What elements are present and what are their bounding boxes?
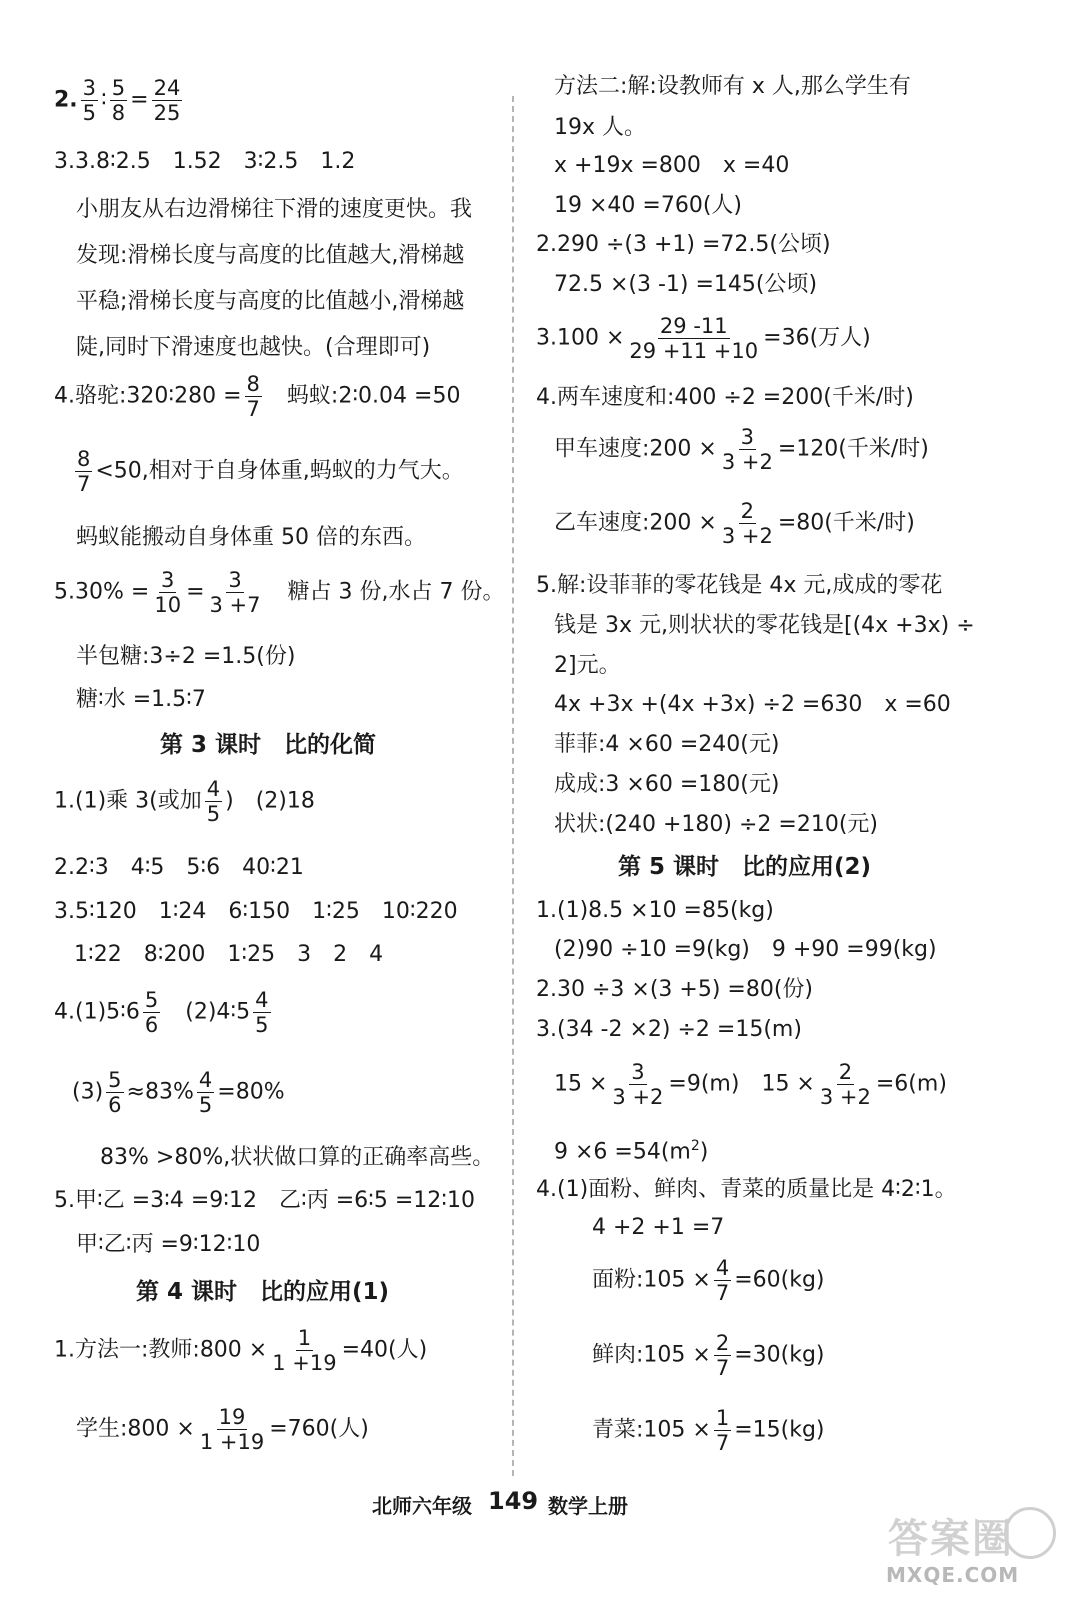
answer-line: 72.5 ×(3 -1) =145(公顷): [554, 272, 818, 297]
answer-line: 5.解:设菲菲的零花钱是 4x 元,成成的零花: [536, 573, 943, 598]
answer-line: $9 \times 6 =54(m^2)$: [554, 1138, 709, 1165]
answer-line: 状状:(240 +180) ÷2 =210(元): [554, 812, 878, 837]
answer-line: 4 +2 +1 =7: [592, 1215, 725, 1240]
column-divider: [512, 96, 514, 1476]
answer-line: 平稳;滑梯长度与高度的比值越小,滑梯越: [76, 289, 465, 314]
answer-line: 4.(1)面粉、鲜肉、青菜的质量比是 4∶2∶1。: [536, 1177, 957, 1202]
fraction: $\frac{24}{25}$: [153, 76, 181, 125]
answer-line: 4.两车速度和:400 ÷2 =200(千米/时): [536, 385, 914, 410]
answer-line: 发现:滑梯长度与高度的比值越大,滑梯越: [76, 243, 465, 268]
footer-grade: 北师六年级: [372, 1494, 472, 1518]
answer-line: 蚂蚁能搬动自身体重 50 倍的东西。: [76, 525, 426, 550]
answer-line: 4.(1)5∶6 $\frac{5}{6}$ (2)4∶5 $\frac{4}{5}$: [54, 988, 269, 1037]
answer-line: 2]元。: [554, 653, 621, 678]
fraction: $\frac{8}{7}$: [246, 372, 260, 421]
answer-line: 3.(34 -2 ×2) ÷2 =15(m): [536, 1017, 802, 1042]
answer-line: 方法二:解:设教师有 x 人,那么学生有: [554, 74, 911, 99]
answer-line: 学生:800 × $\frac{19}{1 +19}$ =760(人): [76, 1405, 369, 1454]
answer-line: 19 ×40 =760(人): [554, 193, 742, 218]
answer-line: 83% >80%,状状做口算的正确率高些。: [100, 1145, 495, 1170]
fraction: $\frac{3}{3 +7}$: [209, 568, 261, 617]
answer-line: 小朋友从右边滑梯往下滑的速度更快。我: [76, 197, 473, 222]
answer-line: 菲菲:4 ×60 =240(元): [554, 732, 780, 757]
answer-line: 钱是 3x 元,则状状的零花钱是[(4x +3x) ÷: [554, 613, 975, 638]
answer-line: 2.2∶3 4∶5 5∶6 40∶21: [54, 855, 304, 880]
watermark-logo: 答案圈 MXQE.COM: [868, 1503, 1058, 1595]
fraction: $\frac{5}{6}$: [144, 988, 159, 1037]
fraction: $\frac{2}{3 +2}$: [721, 499, 773, 548]
answer-line: 2. $\frac{3}{5}$ ∶ $\frac{5}{8}$ = $\frac{24}{25}$: [54, 76, 181, 125]
fraction: $\frac{5}{6}$: [108, 1068, 122, 1117]
answer-line: 1∶22 8∶200 1∶25 3 2 4: [74, 942, 384, 967]
answer-line: 乙车速度:200 × $\frac{2}{3 +2}$ =80(千米/时): [554, 499, 915, 548]
page-number: 149: [488, 1487, 539, 1515]
answer-line: 1.(1)8.5 ×10 =85(kg): [536, 898, 774, 923]
fraction: $\frac{29 -11}{29 +11 +10}$: [629, 314, 759, 363]
answer-line: 糖∶水 =1.5∶7: [76, 687, 206, 712]
answer-line: (3) $\frac{5}{6}$ ≈83% $\frac{4}{5}$ =80%: [72, 1068, 285, 1117]
answer-line: 5.甲∶乙 =3∶4 =9∶12 乙∶丙 =6∶5 =12∶10: [54, 1188, 476, 1213]
answer-line: 4.骆驼:320∶280 = $\frac{8}{7}$ 蚂蚁:2∶0.04 =50: [54, 372, 461, 421]
fraction: $\frac{19}{1 +19}$: [199, 1405, 265, 1454]
fraction: $\frac{2}{3 +2}$: [819, 1060, 871, 1109]
fraction: $\frac{4}{5}$: [206, 777, 221, 826]
fraction: $\frac{1}{1 +19}$: [272, 1326, 337, 1375]
answer-line: 面粉:105 × $\frac{4}{7}$ =60(kg): [592, 1256, 825, 1305]
answer-line: (2)90 ÷10 =9(kg) 9 +90 =99(kg): [554, 937, 937, 962]
answer-line: 3.3.8∶2.5 1.52 3∶2.5 1.2: [54, 149, 356, 174]
answer-line: 成成:3 ×60 =180(元): [554, 772, 780, 797]
answer-line: 3.100 × $\frac{29 -11}{29 +11 +10}$ =36(万人): [536, 314, 871, 363]
fraction: $\frac{3}{5}$: [82, 76, 97, 125]
fraction: $\frac{3}{3 +2}$: [612, 1060, 664, 1109]
fraction: $\frac{5}{8}$: [111, 76, 126, 125]
fraction: $\frac{4}{5}$: [255, 988, 269, 1037]
answer-line: 半包糖:3÷2 =1.5(份): [76, 644, 296, 669]
answer-line: 甲∶乙∶丙 =9∶12∶10: [76, 1232, 261, 1257]
answer-line: 15 × $\frac{3}{3 +2}$ =9(m) 15 × $\frac{2}{3 +2}$ =6(m): [554, 1060, 947, 1109]
answer-line: 1.方法一:教师:800 × $\frac{1}{1 +19}$ =40(人): [54, 1326, 428, 1375]
section-heading: 第 5 课时 比的应用(2): [618, 854, 872, 880]
answer-line: 5.30% = $\frac{3}{10}$ = $\frac{3}{3 +7}$ 糖占 3 份,水占 7 份。: [54, 568, 505, 617]
fraction: $\frac{4}{5}$: [198, 1068, 213, 1117]
answer-line: 3.5∶120 1∶24 6∶150 1∶25 10∶220: [54, 899, 458, 924]
footer-book: 数学上册: [548, 1494, 628, 1518]
answer-line: 2.30 ÷3 ×(3 +5) =80(份): [536, 977, 814, 1002]
fraction: $\frac{3}{3 +2}$: [721, 425, 773, 474]
answer-line: 1.(1)乘 3(或加 $\frac{4}{5}$ ) (2)18: [54, 777, 315, 826]
fraction: $\frac{2}{7}$: [715, 1331, 730, 1380]
answer-line: 鲜肉:105 × $\frac{2}{7}$ =30(kg): [592, 1331, 825, 1380]
section-heading: 第 3 课时 比的化简: [160, 732, 377, 758]
answer-line: x +19x =800 x =40: [554, 153, 790, 178]
fraction: $\frac{8}{7}$: [77, 447, 91, 496]
fraction: $\frac{4}{7}$: [715, 1256, 730, 1305]
fraction: $\frac{3}{10}$: [154, 568, 182, 617]
answer-line: $\frac{8}{7}$ <50,相对于自身体重,蚂蚁的力气大。: [77, 447, 464, 496]
answer-line: 4x +3x +(4x +3x) ÷2 =630 x =60: [554, 692, 951, 717]
answer-line: 陡,同时下滑速度也越快。(合理即可): [76, 335, 431, 360]
answer-line: 青菜:105 × $\frac{1}{7}$ =15(kg): [592, 1406, 825, 1455]
answer-line: 2.290 ÷(3 +1) =72.5(公顷): [536, 232, 831, 257]
answer-line: 甲车速度:200 × $\frac{3}{3 +2}$ =120(千米/时): [554, 425, 929, 474]
section-heading: 第 4 课时 比的应用(1): [136, 1279, 390, 1305]
answer-line: 19x 人。: [554, 115, 647, 140]
fraction: $\frac{1}{7}$: [715, 1406, 730, 1455]
